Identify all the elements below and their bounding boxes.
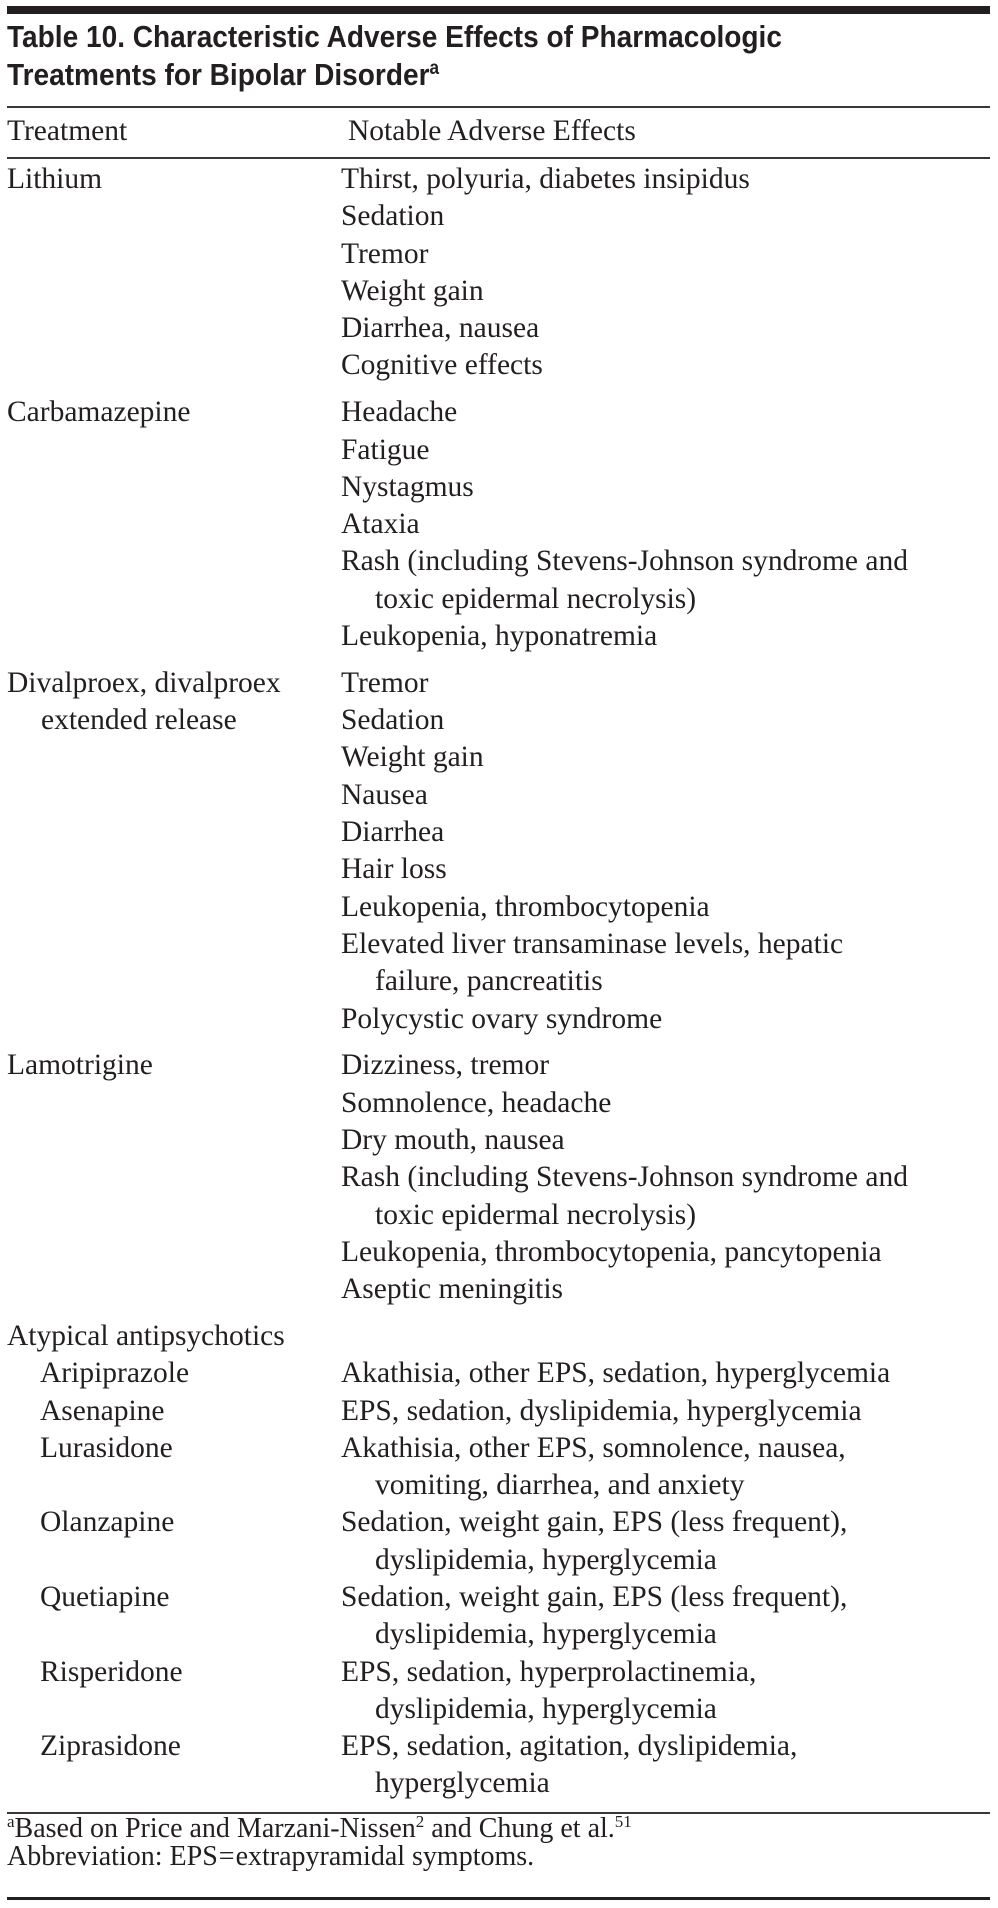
adverse-effect-text: Headache — [341, 396, 458, 429]
adverse-effect-text: Rash (including Stevens-Johnson syndrome and — [341, 1161, 908, 1194]
adverse-effect-item — [341, 926, 991, 1001]
adverse-effect-text: Dizziness, tremor — [341, 1049, 550, 1082]
table-footer — [7, 1812, 632, 1872]
adverse-effect-item — [341, 310, 991, 347]
row-group — [0, 394, 998, 655]
adverse-effect-item — [341, 889, 991, 926]
adverse-effect-continuation: vomiting, diarrhea, and anxiety — [375, 1469, 745, 1502]
adverse-effect-text: Diarrhea — [341, 816, 445, 849]
effects-cell — [341, 1318, 991, 1355]
adverse-effect-item — [341, 1001, 991, 1038]
row-group — [0, 1318, 998, 1803]
treatment-cell — [0, 1728, 341, 1803]
treatment-cell — [0, 161, 341, 385]
adverse-effect-item — [341, 1654, 991, 1729]
adverse-effect-item — [341, 432, 991, 469]
effects-cell — [341, 1393, 991, 1430]
adverse-effect-text: EPS, sedation, hyperprolactinemia, — [341, 1655, 757, 1688]
adverse-effect-item — [341, 198, 991, 235]
title-line-2-text: Treatments for Bipolar Disorder — [7, 57, 430, 92]
adverse-effect-item — [341, 1271, 991, 1308]
column-header-treatment: Treatment — [7, 115, 128, 147]
title-line-1: Table 10. Characteristic Adverse Effects of Pharmacologic — [7, 19, 782, 54]
adverse-effect-item — [341, 469, 991, 506]
footnote-text-1: Based on Price and Marzani-Nissen — [14, 1813, 416, 1844]
effects-cell — [341, 1430, 991, 1505]
adverse-effect-item — [341, 543, 991, 618]
treatment-name: Risperidone — [40, 1655, 183, 1688]
adverse-effect-item — [341, 236, 991, 273]
treatment-name: Atypical antipsychotics — [7, 1319, 285, 1352]
treatment-cell — [0, 1654, 341, 1729]
table-row — [0, 1393, 998, 1430]
footnote-marker: a — [7, 1812, 15, 1831]
adverse-effect-text: Tremor — [341, 666, 429, 699]
table-row — [0, 394, 998, 655]
table-row — [0, 1047, 998, 1308]
top-rule — [7, 6, 990, 14]
adverse-effect-text: Polycystic ovary syndrome — [341, 1002, 663, 1035]
effects-cell — [341, 1355, 991, 1392]
table-row — [0, 161, 998, 385]
adverse-effect-text: Weight gain — [341, 741, 484, 774]
adverse-effect-text: EPS, sedation, dyslipidemia, hyperglycemia — [341, 1394, 862, 1427]
adverse-effect-text: Leukopenia, hyponatremia — [341, 620, 658, 653]
treatment-name: Asenapine — [40, 1394, 165, 1427]
table-row — [0, 1654, 998, 1729]
adverse-effect-continuation: hyperglycemia — [375, 1767, 550, 1800]
treatment-cell — [0, 1504, 341, 1579]
treatment-name: Ziprasidone — [40, 1730, 181, 1763]
adverse-effect-item — [341, 814, 991, 851]
table-title — [7, 18, 863, 94]
adverse-effect-item — [341, 1579, 991, 1654]
adverse-effect-item — [341, 1047, 991, 1084]
adverse-effect-text: Hair loss — [341, 853, 447, 886]
abbreviation-label: Abbreviation: EPS — [7, 1841, 218, 1872]
table-row — [0, 1318, 998, 1355]
treatment-cell — [0, 394, 341, 655]
adverse-effect-item — [341, 702, 991, 739]
adverse-effect-item — [341, 777, 991, 814]
effects-cell — [341, 1728, 991, 1803]
header-rule — [7, 157, 990, 159]
abbreviation-equals: = — [218, 1841, 235, 1872]
treatment-name: Quetiapine — [40, 1580, 170, 1613]
adverse-effect-continuation: dyslipidemia, hyperglycemia — [375, 1543, 717, 1576]
adverse-effect-text: Somnolence, headache — [341, 1086, 612, 1119]
adverse-effect-text: Dry mouth, nausea — [341, 1123, 565, 1156]
treatment-name: Lithium — [7, 163, 103, 195]
treatment-name: Aripiprazole — [40, 1357, 190, 1390]
adverse-effect-text: Weight gain — [341, 274, 484, 307]
adverse-effect-continuation: dyslipidemia, hyperglycemia — [375, 1618, 717, 1651]
effects-cell — [341, 1504, 991, 1579]
adverse-effect-text: Tremor — [341, 237, 429, 270]
adverse-effect-text: Leukopenia, thrombocytopenia — [341, 890, 710, 923]
table-row — [0, 1728, 998, 1803]
adverse-effect-item — [341, 1355, 991, 1392]
adverse-effect-text: Rash (including Stevens-Johnson syndrome and — [341, 545, 908, 578]
effects-cell — [341, 394, 991, 655]
adverse-effect-item — [341, 665, 991, 702]
adverse-effect-text: Cognitive effects — [341, 349, 543, 382]
treatment-name: Olanzapine — [40, 1506, 175, 1539]
footer-bottom-rule — [7, 1897, 990, 1900]
adverse-effect-text: Thirst, polyuria, diabetes insipidus — [341, 163, 750, 195]
footnote — [7, 1812, 632, 1844]
adverse-effect-item — [341, 347, 991, 384]
adverse-effect-text: Nausea — [341, 778, 428, 811]
adverse-effect-item — [341, 739, 991, 776]
table-header — [0, 113, 998, 150]
effects-cell — [341, 1654, 991, 1729]
effects-cell — [341, 1579, 991, 1654]
adverse-effect-text: Akathisia, other EPS, somnolence, nausea, — [341, 1431, 846, 1464]
table-row — [0, 1430, 998, 1505]
abbreviation-definition: extrapyramidal symptoms. — [235, 1841, 535, 1872]
adverse-effect-text: Sedation — [341, 200, 445, 233]
adverse-effect-continuation: toxic epidermal necrolysis) — [375, 1198, 697, 1231]
footnote-ref-1: 2 — [415, 1812, 425, 1831]
table-row — [0, 1355, 998, 1392]
adverse-effect-text: Leukopenia, thrombocytopenia, pancytopenia — [341, 1235, 882, 1268]
adverse-effect-text: Nystagmus — [341, 470, 474, 503]
adverse-effect-item — [341, 1504, 991, 1579]
adverse-effect-item — [341, 506, 991, 543]
adverse-effect-text: Elevated liver transaminase levels, hepatic — [341, 927, 844, 960]
adverse-effect-text: EPS, sedation, agitation, dyslipidemia, — [341, 1730, 798, 1763]
adverse-effect-item — [341, 1393, 991, 1430]
adverse-effect-continuation: dyslipidemia, hyperglycemia — [375, 1692, 717, 1725]
table-row — [0, 1504, 998, 1579]
treatment-name: Carbamazepine — [7, 396, 191, 429]
treatment-name: extended release — [41, 704, 237, 737]
adverse-effect-item — [341, 1430, 991, 1505]
adverse-effect-text: Aseptic meningitis — [341, 1273, 564, 1306]
abbreviation-note — [7, 1843, 632, 1871]
treatment-cell — [0, 665, 341, 1038]
adverse-effect-text: Sedation, weight gain, EPS (less frequent), — [341, 1580, 848, 1613]
adverse-effect-text: Fatigue — [341, 433, 430, 466]
adverse-effect-item — [341, 1728, 991, 1803]
table-row — [0, 665, 998, 1038]
adverse-effect-text: Sedation, weight gain, EPS (less frequent), — [341, 1506, 848, 1539]
title-rule — [7, 106, 990, 108]
adverse-effect-item — [341, 1234, 991, 1271]
row-group — [0, 161, 998, 385]
treatment-cell — [0, 1047, 341, 1308]
row-group — [0, 1047, 998, 1308]
treatment-name: Lurasidone — [40, 1431, 173, 1464]
row-group — [0, 665, 998, 1038]
adverse-effect-text: Ataxia — [341, 508, 420, 541]
adverse-effect-continuation: failure, pancreatitis — [375, 965, 603, 998]
adverse-effect-item — [341, 1122, 991, 1159]
adverse-effect-item — [341, 161, 991, 198]
adverse-effect-item — [341, 618, 991, 655]
treatment-cell — [0, 1579, 341, 1654]
column-header-effects: Notable Adverse Effects — [348, 115, 636, 147]
treatment-cell — [0, 1393, 341, 1430]
treatment-cell — [0, 1355, 341, 1392]
footnote-ref-2: 51 — [614, 1812, 632, 1831]
adverse-effect-continuation: toxic epidermal necrolysis) — [375, 582, 697, 615]
footnote-text-2: and Chung et al. — [424, 1813, 615, 1844]
adverse-effect-item — [341, 394, 991, 431]
treatment-name: Lamotrigine — [7, 1049, 153, 1082]
treatment-cell — [0, 1318, 341, 1355]
treatment-name: Divalproex, divalproex — [7, 666, 281, 699]
adverse-effect-text: Diarrhea, nausea — [341, 312, 540, 345]
adverse-effect-item — [341, 273, 991, 310]
adverse-effect-item — [341, 851, 991, 888]
effects-cell — [341, 1047, 991, 1308]
adverse-effect-item — [341, 1159, 991, 1234]
title-footnote-marker: a — [429, 58, 440, 79]
table-row — [0, 1579, 998, 1654]
adverse-effect-text: Akathisia, other EPS, sedation, hyperglycemia — [341, 1357, 891, 1390]
title-line-2 — [7, 56, 782, 94]
table-body — [0, 161, 998, 1812]
adverse-effect-text: Sedation — [341, 704, 445, 737]
effects-cell — [341, 665, 991, 1038]
effects-cell — [341, 161, 991, 385]
adverse-effect-item — [341, 1085, 991, 1122]
treatment-cell — [0, 1430, 341, 1505]
